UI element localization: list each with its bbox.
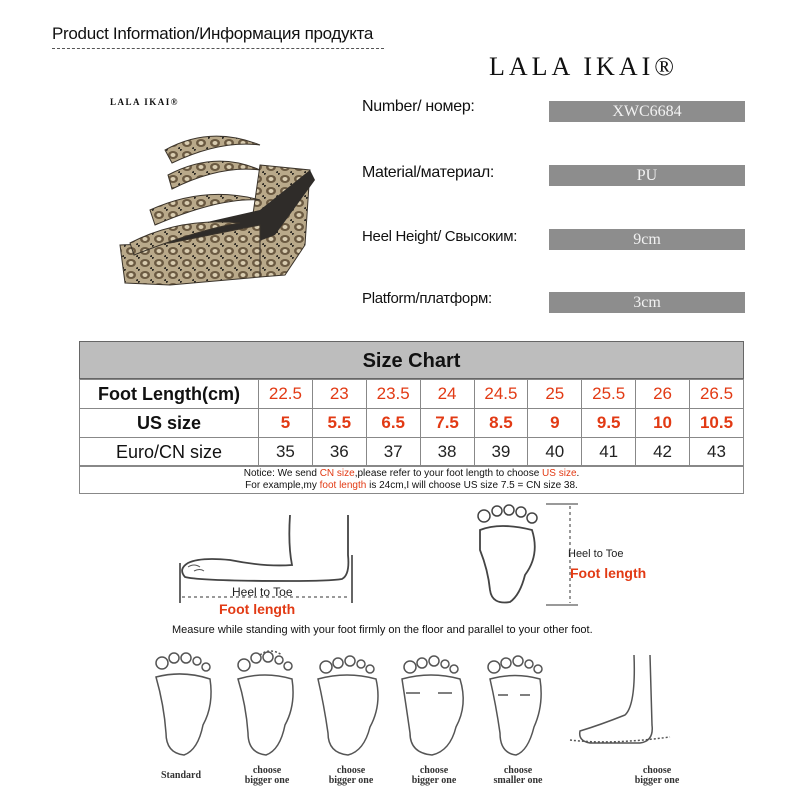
table-cell: 9.5 (582, 409, 636, 438)
table-cell: 6.5 (366, 409, 420, 438)
spec-value-number: XWC6684 (549, 101, 745, 122)
table-cell: 5.5 (312, 409, 366, 438)
page-title: Product Information/Информация продукта (52, 24, 374, 43)
product-image (110, 125, 325, 295)
caption-line: smaller one (493, 775, 543, 786)
heel-to-toe-label: Heel to Toe (232, 585, 293, 599)
table-cell: 39 (474, 438, 528, 467)
caption-line: choose (419, 765, 449, 776)
notice-highlight: foot length (319, 480, 367, 491)
foot-type-caption (394, 766, 474, 786)
table-cell: 23.5 (366, 380, 420, 409)
spec-label-heel-height: Heel Height/ Свысоким: (362, 228, 518, 245)
foot-type-caption (478, 766, 558, 786)
spec-value-material: PU (549, 165, 745, 186)
brand-logo: LALA IKAI® (489, 52, 679, 81)
table-cell: 41 (582, 438, 636, 467)
table-cell: 10.5 (690, 409, 744, 438)
table-cell: 40 (528, 438, 582, 467)
table-cell: 36 (312, 438, 366, 467)
table-cell: 24.5 (474, 380, 528, 409)
row-header-us-size: US size (80, 409, 259, 438)
foot-type-caption (227, 766, 307, 786)
notice-highlight: US size (542, 468, 577, 479)
foot-length-label: Foot length (570, 565, 647, 581)
table-cell: 42 (636, 438, 690, 467)
row-header-foot-length: Foot Length(cm) (80, 380, 259, 409)
caption-line: bigger one (244, 775, 290, 786)
table-cell: 26 (636, 380, 690, 409)
caption-line: bigger one (634, 775, 680, 786)
caption-line: Standard (160, 770, 201, 781)
foot-type-caption (141, 771, 221, 781)
caption-line: choose (503, 765, 533, 776)
size-notice (79, 465, 744, 494)
spec-label-platform: Platform/платформ: (362, 290, 492, 307)
notice-text: . (576, 468, 580, 479)
notice-text: For example,my (245, 480, 320, 491)
table-cell: 38 (420, 438, 474, 467)
heel-to-toe-label: Heel to Toe (568, 548, 624, 560)
table-cell: 26.5 (690, 380, 744, 409)
table-cell: 22.5 (259, 380, 313, 409)
size-chart-table (79, 379, 744, 467)
spec-label-material: Material/материал: (362, 164, 495, 181)
header-divider (52, 48, 384, 49)
brand-logo-small: LALA IKAI® (110, 97, 179, 107)
row-header-euro-cn: Euro/CN size (80, 438, 259, 467)
foot-type-caption (311, 766, 391, 786)
foot-length-label: Foot length (219, 601, 296, 617)
table-cell: 25 (528, 380, 582, 409)
table-cell: 23 (312, 380, 366, 409)
table-cell: 7.5 (420, 409, 474, 438)
caption-line: choose (252, 765, 282, 776)
table-cell: 5 (259, 409, 313, 438)
notice-text: is 24cm,I will choose US size 7.5 = CN size 38. (366, 480, 578, 491)
caption-line: choose (336, 765, 366, 776)
table-cell: 35 (259, 438, 313, 467)
table-cell: 10 (636, 409, 690, 438)
spec-value-heel-height: 9cm (549, 229, 745, 250)
spec-label-number: Number/ номер: (362, 98, 475, 115)
notice-text: ,please refer to your foot length to choose (354, 468, 543, 479)
notice-highlight: CN size (319, 468, 355, 479)
size-chart-title: Size Chart (79, 341, 744, 379)
caption-line: bigger one (328, 775, 374, 786)
notice-text: Notice: We send (243, 468, 320, 479)
table-row-us-size (80, 409, 744, 438)
table-cell: 9 (528, 409, 582, 438)
table-cell: 25.5 (582, 380, 636, 409)
table-cell: 8.5 (474, 409, 528, 438)
caption-line: choose (642, 765, 672, 776)
spec-value-platform: 3cm (549, 292, 745, 313)
foot-type-caption (617, 766, 697, 786)
measure-instruction: Measure while standing with your foot firmly on the floor and parallel to your other foot. (172, 624, 593, 636)
table-row-euro-cn (80, 438, 744, 467)
table-cell: 24 (420, 380, 474, 409)
foot-types-diagram (130, 645, 730, 765)
table-cell: 43 (690, 438, 744, 467)
table-cell: 37 (366, 438, 420, 467)
caption-line: bigger one (411, 775, 457, 786)
table-row-foot-length (80, 380, 744, 409)
